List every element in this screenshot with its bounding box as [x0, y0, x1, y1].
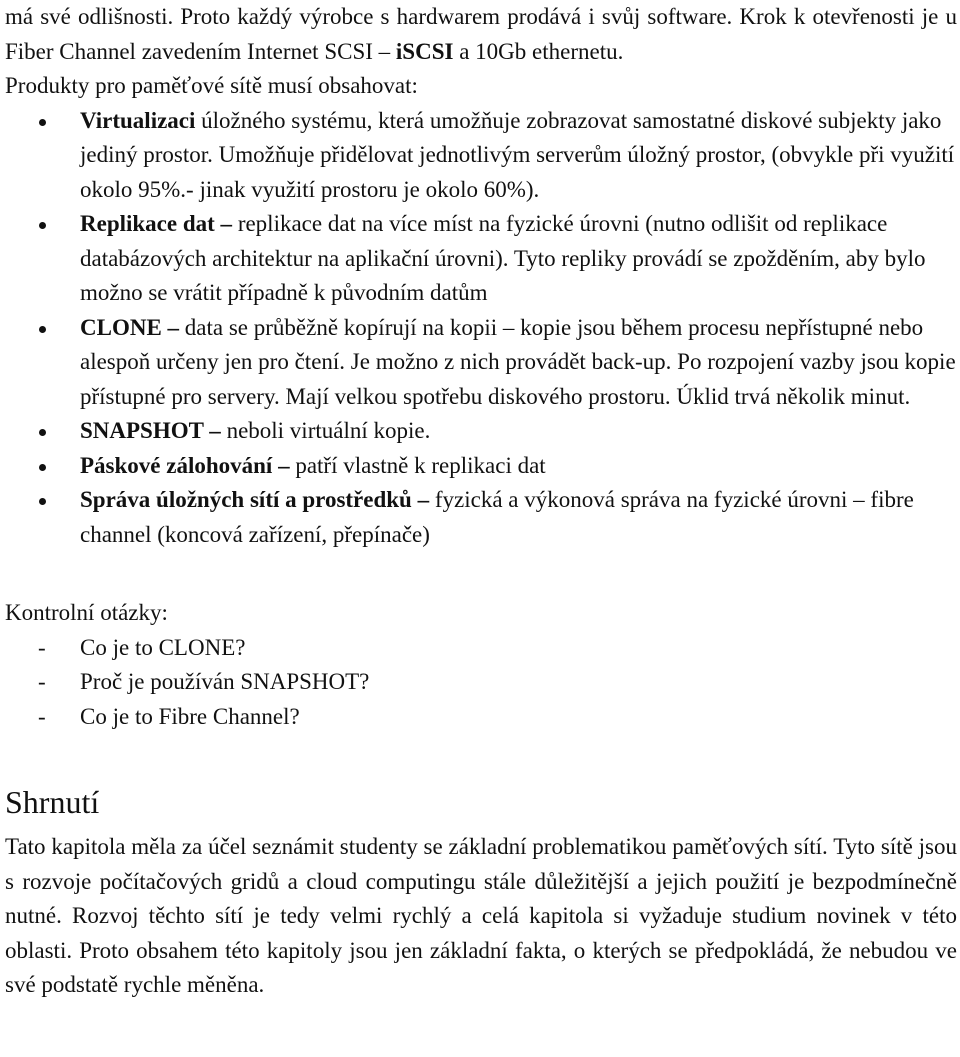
list-item-text: replikace dat na více míst na fyzické úrovni (nutno odlišit od replikace databázových architektur na aplikační úrovni). Tyto repliky provádí se zpožděním, aby bylo možno se vrátit případně k původním datům	[80, 211, 926, 305]
question-item	[5, 631, 957, 666]
dash-marker: -	[38, 634, 46, 660]
intro-text-1: má své odlišnosti. Proto každý výrobce s hardwarem prodává i svůj software. Krok k otevřenosti je u Fiber Channel zavedením Internet SCSI –	[5, 4, 957, 64]
question-text: Co je to Fibre Channel?	[80, 703, 300, 729]
bullet-icon	[39, 464, 46, 471]
list-item-text: patří vlastně k replikaci dat	[289, 452, 546, 478]
list-item	[5, 414, 957, 449]
question-item	[5, 700, 957, 735]
summary-paragraph: Tato kapitola měla za účel seznámit studenty se základní problematikou paměťových sítí. Tyto sítě jsou s rozvoje počítačových gridů a cloud computingu stále důležitější a jejich použití je bezpodmínečně nutné. Rozvoj těchto sítí je tedy velmi rychlý a celá kapitola si vyžaduje studium novinek v této oblasti. Proto obsahem této kapitoly jsou jen základní fakta, o kterých se předpokládá, že nebudou ve své podstatě rychle měněna.	[5, 834, 957, 997]
list-item-term: CLONE –	[80, 314, 180, 340]
question-text: Proč je používán SNAPSHOT?	[80, 669, 370, 694]
questions-list	[5, 631, 957, 735]
list-item-text: data se průběžně kopírují na kopii – kopie jsou během procesu nepřístupné nebo alespoň určeny jen pro čtení. Je možno z nich provádět back-up. Po rozpojení vazby jsou kopie přístupné pro servery. Mají velkou spotřebu diskového prostoru. Úklid trvá několik minut.	[80, 314, 956, 409]
list-item-term: Replikace dat –	[80, 211, 233, 236]
list-item-term: Správa úložných sítí a prostředků –	[80, 487, 430, 512]
list-item	[5, 104, 957, 208]
list-item-text: fyzická a výkonová správa na fyzické úrovni – fibre channel (koncová zařízení, přepínače)	[80, 487, 914, 547]
intro-paragraph	[5, 0, 957, 69]
dash-marker: -	[38, 669, 46, 694]
question-text: Co je to CLONE?	[80, 634, 246, 660]
list-item-term: Virtualizaci	[80, 107, 196, 133]
summary-heading: Shrnutí	[5, 784, 100, 820]
list-item-term: SNAPSHOT –	[80, 418, 221, 443]
bullet-icon	[39, 429, 46, 436]
intro-lead: Produkty pro paměťové sítě musí obsahovat:	[5, 73, 418, 98]
list-item-text: neboli virtuální kopie.	[220, 418, 431, 443]
bullet-icon	[39, 119, 46, 126]
bullet-icon	[39, 222, 46, 229]
bullet-icon	[39, 326, 46, 333]
document-page	[5, 0, 957, 1003]
list-item	[5, 449, 957, 484]
list-item-text: úložného systému, která umožňuje zobrazovat samostatné diskové subjekty jako jediný prostor. Umožňuje přidělovat jednotlivým serverům úložný prostor, (obvykle při využití okolo 95%.- jinak využití prostoru je okolo 60%).	[80, 107, 955, 202]
questions-title: Kontrolní otázky:	[5, 600, 168, 625]
intro-bold-iscsi: iSCSI	[395, 38, 454, 64]
dash-marker: -	[38, 703, 46, 729]
bullet-icon	[39, 498, 46, 505]
question-item	[5, 665, 957, 700]
list-item-term: Páskové zálohování –	[80, 452, 290, 478]
list-item	[5, 207, 957, 311]
list-item	[5, 311, 957, 415]
intro-text-2: a 10Gb ethernetu.	[453, 38, 624, 64]
list-item	[5, 483, 957, 552]
feature-list	[5, 104, 957, 553]
